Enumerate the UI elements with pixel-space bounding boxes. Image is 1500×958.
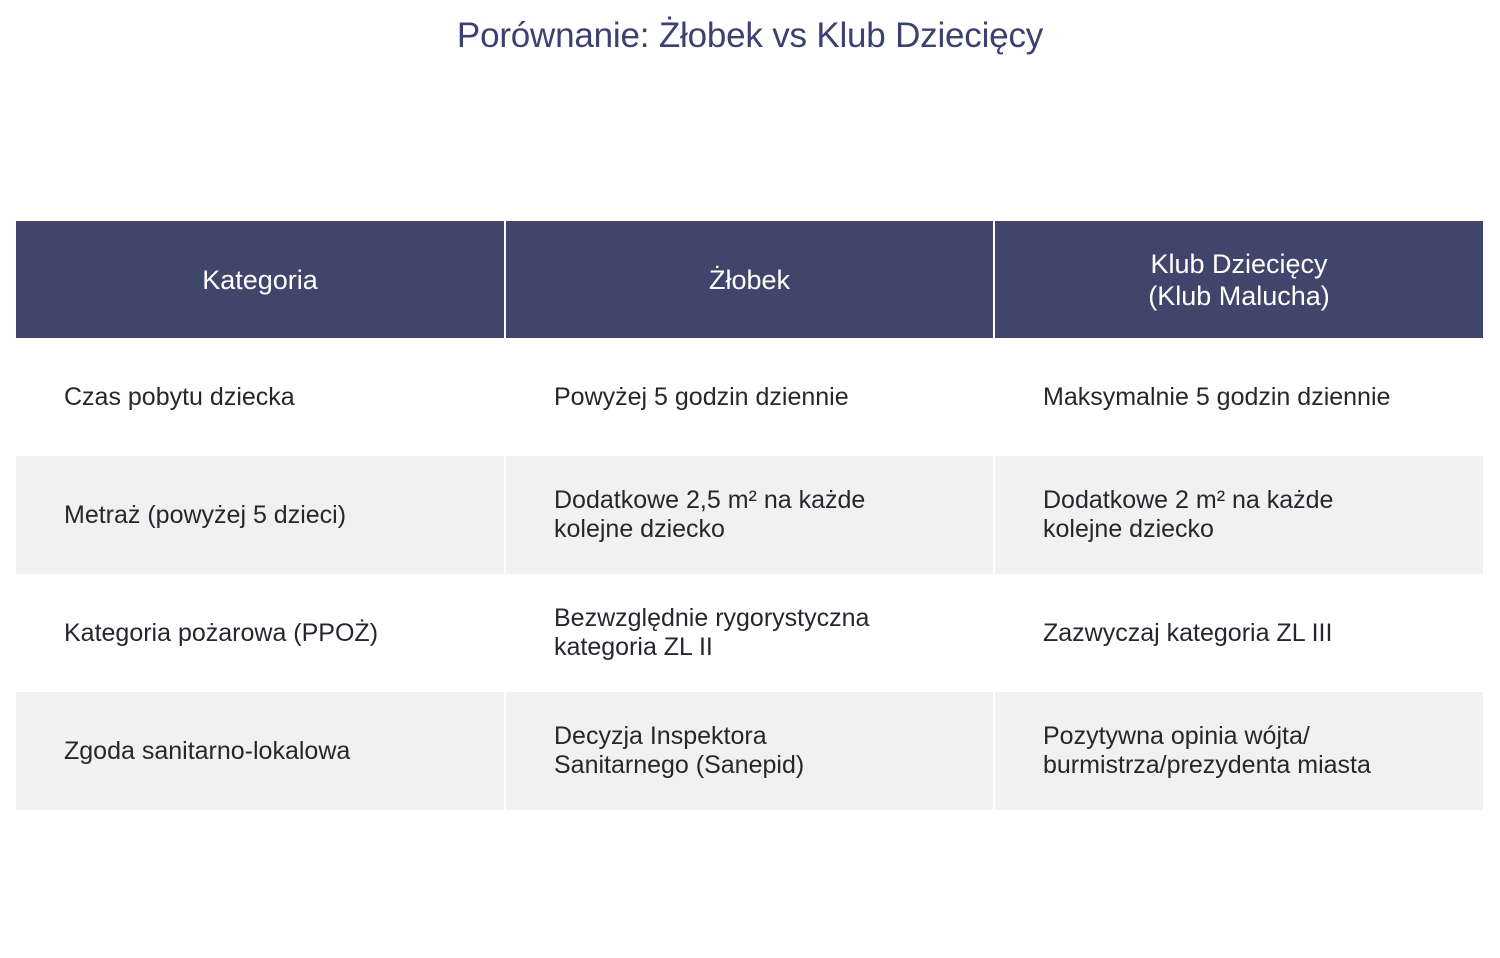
cell-category: Zgoda sanitarno-lokalowa (16, 692, 505, 810)
cell-zlobek: Bezwzględnie rygorystyczna kategoria ZL II (505, 574, 994, 692)
header-zlobek: Żłobek (505, 221, 994, 338)
header-category: Kategoria (16, 221, 505, 338)
cell-klub: Maksymalnie 5 godzin dziennie (994, 338, 1483, 456)
cell-category: Kategoria pożarowa (PPOŻ) (16, 574, 505, 692)
cell-zlobek: Dodatkowe 2,5 m² na każde kolejne dziecko (505, 456, 994, 574)
page-title: Porównanie: Żłobek vs Klub Dziecięcy (456, 16, 1044, 55)
table-row (16, 574, 1483, 692)
table-row (16, 692, 1483, 810)
cell-category: Czas pobytu dziecka (16, 338, 505, 456)
cell-zlobek: Decyzja Inspektora Sanitarnego (Sanepid) (505, 692, 994, 810)
cell-zlobek: Powyżej 5 godzin dziennie (505, 338, 994, 456)
table-row (16, 456, 1483, 574)
header-klub-dzieciecy: Klub Dziecięcy (Klub Malucha) (994, 221, 1483, 338)
cell-klub: Zazwyczaj kategoria ZL III (994, 574, 1483, 692)
cell-category: Metraż (powyżej 5 dzieci) (16, 456, 505, 574)
comparison-table (16, 221, 1483, 810)
table-header-row (16, 221, 1483, 338)
table-row (16, 338, 1483, 456)
cell-klub: Dodatkowe 2 m² na każde kolejne dziecko (994, 456, 1483, 574)
cell-klub: Pozytywna opinia wójta/ burmistrza/prezydenta miasta (994, 692, 1483, 810)
